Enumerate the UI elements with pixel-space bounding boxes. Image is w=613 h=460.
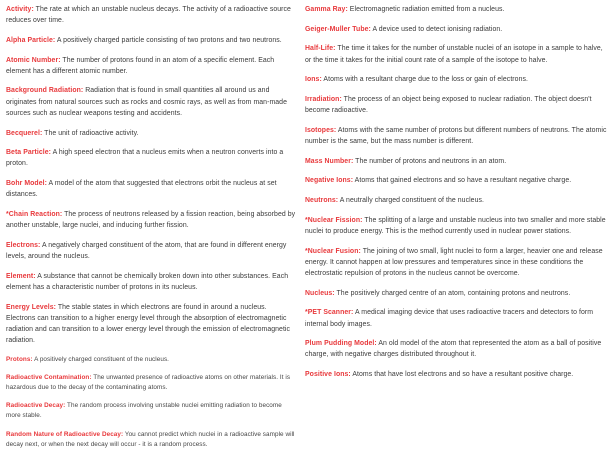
glossary-entry <box>305 369 607 380</box>
glossary-term: Energy Levels: <box>6 303 56 311</box>
glossary-definition: The unit of radioactive activity. <box>42 129 139 137</box>
glossary-definition: The positively charged centre of an atom, containing protons and neutrons. <box>334 289 571 297</box>
glossary-term: Radioactive Contamination: <box>6 373 92 381</box>
glossary-term: Geiger-Muller Tube: <box>305 25 371 33</box>
glossary-term: Bohr Model: <box>6 180 47 188</box>
glossary-term: Negative Ions: <box>305 177 354 185</box>
glossary-entry <box>305 338 607 360</box>
glossary-term: Isotopes: <box>305 126 337 134</box>
glossary-definition: A neutrally charged constituent of the nucleus. <box>338 197 484 205</box>
glossary-entry <box>305 175 607 186</box>
glossary-definition: The time it takes for the number of unstable nuclei of an isotope in a sample to halve, or the time it takes for the initial count rate of a sample of the isotope to halve. <box>305 45 603 64</box>
glossary-definition: Atoms that have lost electrons and so have a resultant positive charge. <box>350 371 574 379</box>
glossary-definition: A high speed electron that a nucleus emits when a neutron converts into a proton. <box>6 149 284 168</box>
glossary-term: *Chain Reaction: <box>6 210 63 218</box>
glossary-entry <box>6 240 296 262</box>
glossary-entry <box>6 85 296 119</box>
glossary-definition: A medical imaging device that uses radioactive tracers and detectors to form internal body images. <box>305 309 594 328</box>
glossary-entry <box>6 430 296 450</box>
glossary-entry <box>6 401 296 421</box>
glossary-definition: The process of neutrons released by a fission reaction, being absorbed by another unstable, large nuclei, and inducing further fission. <box>6 210 296 230</box>
glossary-entry <box>6 147 296 169</box>
glossary-definition: Electromagnetic radiation emitted from a nucleus. <box>347 6 505 13</box>
glossary-definition: A substance that cannot be chemically broken down into other substances. Each element has a characteristic number of protons in its nucleus. <box>6 272 289 291</box>
glossary-entry <box>305 24 607 35</box>
glossary-term: Element: <box>6 272 36 280</box>
glossary-entry <box>305 156 607 167</box>
glossary-term: Half-Life: <box>305 45 336 53</box>
glossary-term: Gamma Ray: <box>305 6 348 13</box>
glossary-entry <box>305 74 607 85</box>
glossary-term: Random Nature of Radioactive Decay: <box>6 430 124 438</box>
glossary-term: Ions: <box>305 76 322 84</box>
glossary-entry <box>6 178 296 200</box>
glossary-definition: The random process involving unstable nuclei emitting radiation to become more stable. <box>6 402 282 420</box>
glossary-definition: Atoms that gained electrons and so have a resultant negative charge. <box>353 177 572 185</box>
glossary-definition: A negatively charged constituent of the atom, that are found in different energy levels, around the nucleus. <box>6 241 287 260</box>
glossary-definition: Radiation that is found in small quantities all around us and originates from natural sources such as rocks and cosmic rays, as well as from man-made sources such as nuclear weapons testing and accidents. <box>6 87 287 117</box>
glossary-term: Beta Particle: <box>6 149 52 157</box>
glossary-entry <box>305 215 607 237</box>
glossary-term: Activity: <box>6 6 34 13</box>
glossary-entry <box>305 4 607 15</box>
glossary-entry <box>305 94 607 116</box>
glossary-entry <box>305 246 607 280</box>
glossary-column-left <box>0 0 300 458</box>
glossary-term: Plum Pudding Model: <box>305 340 377 348</box>
glossary-definition: A positively charged constituent of the nucleus. <box>32 355 170 363</box>
glossary-definition: An old model of the atom that represented the atom as a ball of positive charge, with negative charges distributed throughout it. <box>305 340 602 359</box>
glossary-term: Becquerel: <box>6 129 43 137</box>
glossary-term: Protons: <box>6 355 33 363</box>
glossary-term: Nucleus: <box>305 289 335 297</box>
glossary-entry <box>6 209 296 231</box>
glossary-entry <box>305 288 607 299</box>
glossary-entry <box>6 271 296 293</box>
glossary-entry <box>305 195 607 206</box>
glossary-entry <box>6 373 296 393</box>
glossary-definition: A positively charged particle consisting of two protons and two neutrons. <box>55 36 282 44</box>
glossary-term: *Nuclear Fission: <box>305 216 363 224</box>
glossary-entry <box>6 35 296 46</box>
glossary-entry <box>305 43 607 65</box>
glossary-entry <box>6 4 296 26</box>
glossary-term: Atomic Number: <box>6 56 61 64</box>
glossary-definition: The unwanted presence of radioactive atoms on other materials. It is hazardous due to the decay of the contaminating atoms. <box>6 373 291 392</box>
glossary-definition: A device used to detect ionising radiation. <box>370 25 503 33</box>
glossary-term: Background Radiation: <box>6 87 84 95</box>
glossary-term: *Nuclear Fusion: <box>305 247 361 255</box>
glossary-term: Mass Number: <box>305 157 354 165</box>
glossary-term: *PET Scanner: <box>305 309 354 317</box>
glossary-term: Irradiation: <box>305 95 342 103</box>
glossary-entry <box>305 307 607 329</box>
glossary-definition: Atoms with the same number of protons but different numbers of neutrons. The atomic number is the same, but the mass number is different. <box>305 126 607 145</box>
glossary-definition: The number of protons and neutrons in an atom. <box>353 157 507 165</box>
glossary-entry <box>6 128 296 139</box>
glossary-definition: Atoms with a resultant charge due to the loss or gain of electrons. <box>321 76 528 84</box>
glossary-definition: The joining of two small, light nuclei to form a larger, heavier one and release energy. It cannot happen at low pressures and temperatures since in these conditions the electrostatic repulsion of protons in the nucleus cannot be overcome. <box>305 247 603 277</box>
glossary-definition: The process of an object being exposed to nuclear radiation. The object doesn't become radioactive. <box>305 95 592 115</box>
glossary-definition: The splitting of a large and unstable nucleus into two smaller and more stable nuclei to produce energy. This is the method currently used in nuclear power stations. <box>305 216 606 235</box>
glossary-column-right <box>300 0 613 389</box>
glossary-definition: The stable states in which electrons are found in around a nucleus. Electrons can transition to a higher energy level through the absorption of electromagnetic radiation and can transition to a lower energy level through the emission of electromagnetic radiation. <box>6 303 291 345</box>
glossary-entry <box>6 302 296 347</box>
glossary-entry <box>305 125 607 147</box>
glossary-term: Positive Ions: <box>305 371 351 379</box>
glossary-definition: A model of the atom that suggested that electrons orbit the nucleus at set distances. <box>6 180 277 199</box>
glossary-term: Alpha Particle: <box>6 36 56 44</box>
glossary-definition: The rate at which an unstable nucleus decays. The activity of a radioactive source reduces over time. <box>6 6 291 25</box>
glossary-definition: You cannot predict which nuclei in a radioactive sample will decay next, or when the next decay will occur - it is a random process. <box>6 430 295 448</box>
glossary-entry <box>6 55 296 77</box>
glossary-entry <box>6 355 296 365</box>
glossary-definition: The number of protons found in an atom of a specific element. Each element has a different atomic number. <box>6 56 275 75</box>
glossary-term: Radioactive Decay: <box>6 402 66 410</box>
glossary-term: Neutrons: <box>305 197 339 205</box>
glossary-term: Electrons: <box>6 241 41 249</box>
